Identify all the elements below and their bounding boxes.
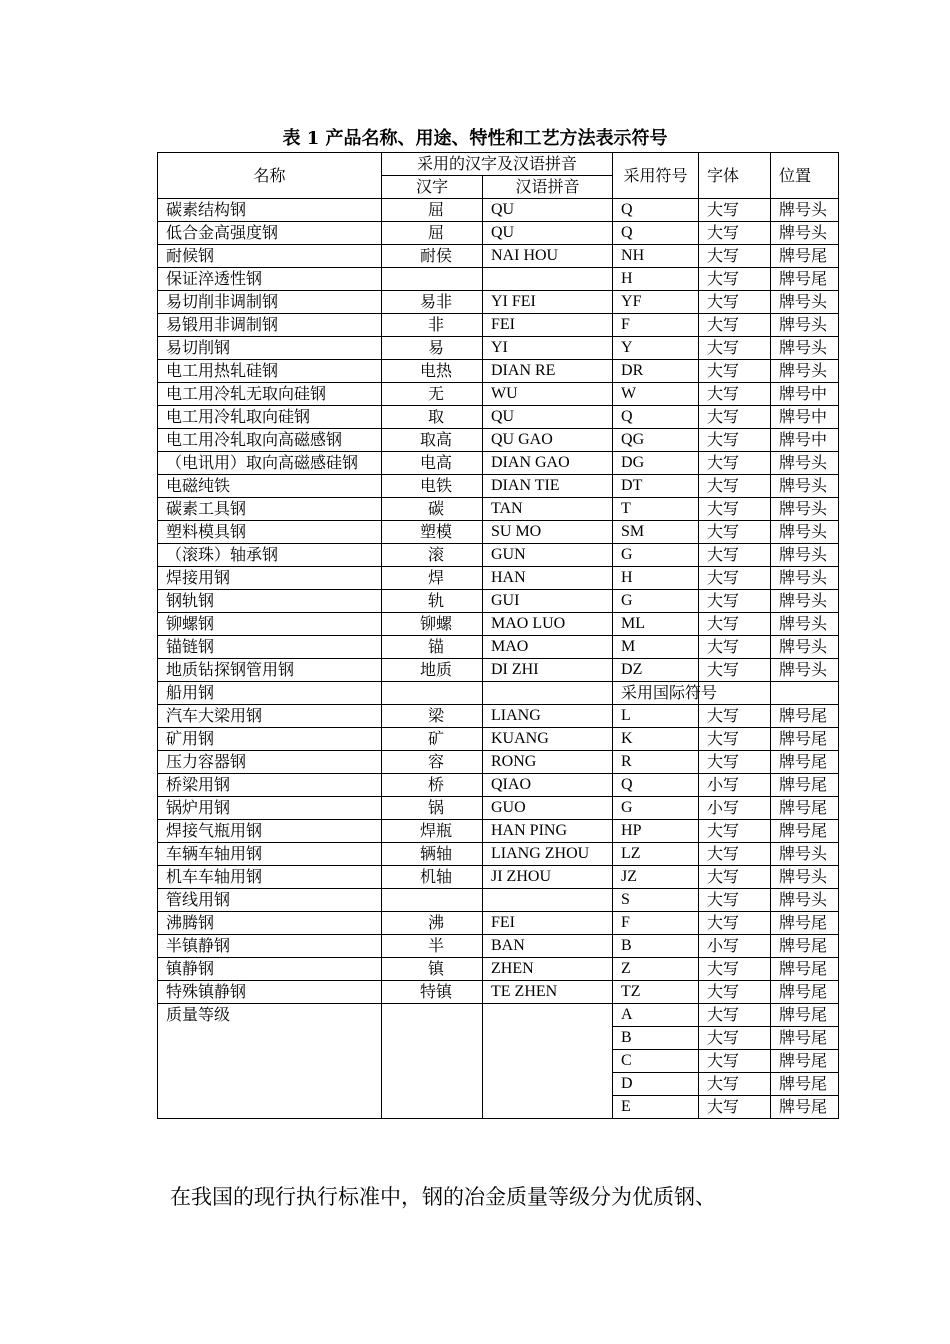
cell-name: 保证淬透性钢 [158, 268, 382, 291]
cell-hanzi [382, 889, 483, 912]
cell-font: 大写 [699, 728, 771, 751]
cell-symbol: ML [613, 613, 699, 636]
table-row [158, 498, 839, 521]
cell-hanzi: 特镇 [382, 981, 483, 1004]
cell-symbol: G [613, 544, 699, 567]
cell-position: 牌号尾 [771, 912, 839, 935]
cell-symbol: G [613, 797, 699, 820]
cell-position: 牌号尾 [771, 797, 839, 820]
header-hanzi-pinyin-group: 采用的汉字及汉语拼音 [382, 153, 613, 176]
cell-font: 大写 [699, 889, 771, 912]
table-row [158, 590, 839, 613]
cell-pinyin: NAI HOU [483, 245, 613, 268]
cell-font: 大写 [699, 659, 771, 682]
cell-symbol: G [613, 590, 699, 613]
cell-hanzi: 易非 [382, 291, 483, 314]
cell-position: 牌号中 [771, 383, 839, 406]
cell-symbol: S [613, 889, 699, 912]
table-row [158, 199, 839, 222]
cell-symbol: JZ [613, 866, 699, 889]
cell-font: 大写 [699, 1096, 771, 1119]
cell-hanzi: 滚 [382, 544, 483, 567]
cell-pinyin [483, 682, 613, 705]
cell-font: 大写 [699, 199, 771, 222]
cell-name: 耐候钢 [158, 245, 382, 268]
cell-pinyin: QIAO [483, 774, 613, 797]
cell-hanzi: 沸 [382, 912, 483, 935]
cell-name: 地质钻探钢管用钢 [158, 659, 382, 682]
cell-hanzi: 电铁 [382, 475, 483, 498]
cell-symbol: H [613, 567, 699, 590]
cell-pinyin: FEI [483, 314, 613, 337]
table-row [158, 406, 839, 429]
cell-hanzi: 桥 [382, 774, 483, 797]
cell-hanzi: 屈 [382, 199, 483, 222]
table-row [158, 222, 839, 245]
cell-pinyin [483, 889, 613, 912]
cell-name: （滚珠）轴承钢 [158, 544, 382, 567]
cell-hanzi: 梁 [382, 705, 483, 728]
table-row [158, 429, 839, 452]
cell-font: 大写 [699, 406, 771, 429]
cell-position: 牌号头 [771, 199, 839, 222]
cell-name: 电工用冷轧取向硅钢 [158, 406, 382, 429]
table-row [158, 452, 839, 475]
cell-symbol: F [613, 912, 699, 935]
cell-hanzi: 锚 [382, 636, 483, 659]
cell-name: 碳素工具钢 [158, 498, 382, 521]
cell-position: 牌号头 [771, 889, 839, 912]
cell-pinyin: FEI [483, 912, 613, 935]
cell-font: 小写 [699, 935, 771, 958]
cell-position: 牌号尾 [771, 268, 839, 291]
cell-font: 大写 [699, 383, 771, 406]
table-row [158, 866, 839, 889]
cell-position: 牌号头 [771, 590, 839, 613]
table-row [158, 889, 839, 912]
cell-position: 牌号中 [771, 406, 839, 429]
cell-position: 牌号头 [771, 360, 839, 383]
cell-symbol: NH [613, 245, 699, 268]
cell-pinyin: KUANG [483, 728, 613, 751]
cell-font: 大写 [699, 498, 771, 521]
cell-hanzi: 机轴 [382, 866, 483, 889]
cell-pinyin: TE ZHEN [483, 981, 613, 1004]
table-row [158, 774, 839, 797]
cell-symbol: E [613, 1096, 699, 1119]
cell-position: 牌号头 [771, 291, 839, 314]
cell-font: 大写 [699, 981, 771, 1004]
body-paragraph: 在我国的现行执行标准中，钢的冶金质量等级分为优质钢、 [170, 1185, 716, 1209]
cell-symbol: DZ [613, 659, 699, 682]
table-row [158, 383, 839, 406]
cell-font: 大写 [699, 544, 771, 567]
cell-symbol: H [613, 268, 699, 291]
cell-pinyin: JI ZHOU [483, 866, 613, 889]
cell-hanzi: 辆轴 [382, 843, 483, 866]
cell-font: 大写 [699, 314, 771, 337]
header-font: 字体 [699, 153, 771, 199]
cell-symbol: SM [613, 521, 699, 544]
cell-font: 大写 [699, 245, 771, 268]
table-row [158, 337, 839, 360]
cell-position: 牌号头 [771, 636, 839, 659]
cell-font: 大写 [699, 360, 771, 383]
cell-symbol: Q [613, 199, 699, 222]
cell-name: 机车车轴用钢 [158, 866, 382, 889]
cell-font: 大写 [699, 268, 771, 291]
cell-symbol: W [613, 383, 699, 406]
cell-hanzi: 锅 [382, 797, 483, 820]
cell-font: 大写 [699, 613, 771, 636]
cell-pinyin: DIAN TIE [483, 475, 613, 498]
cell-symbol: R [613, 751, 699, 774]
cell-pinyin: TAN [483, 498, 613, 521]
cell-font: 大写 [699, 590, 771, 613]
cell-hanzi: 取高 [382, 429, 483, 452]
cell-pinyin [483, 268, 613, 291]
cell-name: 压力容器钢 [158, 751, 382, 774]
cell-hanzi: 焊 [382, 567, 483, 590]
cell-pinyin: DIAN GAO [483, 452, 613, 475]
cell-font: 大写 [699, 1050, 771, 1073]
cell-symbol: LZ [613, 843, 699, 866]
cell-symbol: TZ [613, 981, 699, 1004]
header-pinyin: 汉语拼音 [483, 176, 613, 199]
cell-position [771, 682, 839, 705]
cell-position: 牌号尾 [771, 981, 839, 1004]
cell-pinyin: QU [483, 222, 613, 245]
cell-position: 牌号头 [771, 498, 839, 521]
cell-name: 塑料模具钢 [158, 521, 382, 544]
table-row [158, 475, 839, 498]
cell-hanzi: 无 [382, 383, 483, 406]
cell-font: 大写 [699, 452, 771, 475]
cell-pinyin: LIANG [483, 705, 613, 728]
cell-pinyin: MAO [483, 636, 613, 659]
cell-font: 大写 [699, 429, 771, 452]
cell-font: 小写 [699, 797, 771, 820]
cell-pinyin: QU [483, 199, 613, 222]
header-symbol: 采用符号 [613, 153, 699, 199]
table-caption: 表 1 产品名称、用途、特性和工艺方法表示符号 [282, 128, 668, 149]
cell-symbol: DR [613, 360, 699, 383]
cell-pinyin: GUN [483, 544, 613, 567]
table-row [158, 268, 839, 291]
header-name: 名称 [158, 153, 382, 199]
cell-hanzi: 屈 [382, 222, 483, 245]
cell-position: 牌号尾 [771, 1096, 839, 1119]
cell-hanzi: 取 [382, 406, 483, 429]
cell-font: 大写 [699, 222, 771, 245]
cell-position: 牌号尾 [771, 705, 839, 728]
cell-position: 牌号头 [771, 337, 839, 360]
cell-symbol: C [613, 1050, 699, 1073]
cell-name: 钢轨钢 [158, 590, 382, 613]
cell-name: 汽车大梁用钢 [158, 705, 382, 728]
cell-symbol: D [613, 1073, 699, 1096]
cell-hanzi: 镇 [382, 958, 483, 981]
cell-font: 大写 [699, 705, 771, 728]
table-row [158, 360, 839, 383]
cell-name: 沸腾钢 [158, 912, 382, 935]
cell-symbol: B [613, 935, 699, 958]
cell-name: 锅炉用钢 [158, 797, 382, 820]
cell-font: 小写 [699, 774, 771, 797]
cell-font: 大写 [699, 958, 771, 981]
cell-name: 特殊镇静钢 [158, 981, 382, 1004]
cell-position: 牌号尾 [771, 958, 839, 981]
cell-position: 牌号尾 [771, 774, 839, 797]
table-row [158, 751, 839, 774]
cell-symbol: F [613, 314, 699, 337]
cell-font: 大写 [699, 912, 771, 935]
cell-font: 大写 [699, 751, 771, 774]
cell-name: 电工用热轧硅钢 [158, 360, 382, 383]
cell-hanzi: 铆螺 [382, 613, 483, 636]
cell-font: 大写 [699, 636, 771, 659]
cell-pinyin: RONG [483, 751, 613, 774]
cell-name: 桥梁用钢 [158, 774, 382, 797]
header-hanzi: 汉字 [382, 176, 483, 199]
table-row [158, 613, 839, 636]
cell-position: 牌号尾 [771, 1050, 839, 1073]
cell-pinyin: HAN PING [483, 820, 613, 843]
cell-name: 船用钢 [158, 682, 382, 705]
cell-pinyin: GUO [483, 797, 613, 820]
cell-hanzi: 易 [382, 337, 483, 360]
cell-position: 牌号尾 [771, 1073, 839, 1096]
cell-hanzi: 碳 [382, 498, 483, 521]
cell-name: （电讯用）取向高磁感硅钢 [158, 452, 382, 475]
cell-position: 牌号头 [771, 843, 839, 866]
cell-name: 锚链钢 [158, 636, 382, 659]
cell-symbol: DT [613, 475, 699, 498]
cell-pinyin: BAN [483, 935, 613, 958]
cell-hanzi: 地质 [382, 659, 483, 682]
cell-name: 镇静钢 [158, 958, 382, 981]
table-row [158, 567, 839, 590]
cell-symbol: Q [613, 774, 699, 797]
cell-pinyin: ZHEN [483, 958, 613, 981]
cell-name: 质量等级 [158, 1004, 382, 1119]
cell-hanzi: 轨 [382, 590, 483, 613]
table-row [158, 659, 839, 682]
cell-name: 焊接用钢 [158, 567, 382, 590]
cell-pinyin: DIAN RE [483, 360, 613, 383]
table-row [158, 291, 839, 314]
cell-font: 大写 [699, 820, 771, 843]
cell-position: 牌号头 [771, 613, 839, 636]
table-row [158, 682, 839, 705]
cell-font: 大写 [699, 475, 771, 498]
cell-symbol: L [613, 705, 699, 728]
cell-pinyin: DI ZHI [483, 659, 613, 682]
cell-symbol: T [613, 498, 699, 521]
cell-name: 易切削钢 [158, 337, 382, 360]
table-row [158, 245, 839, 268]
cell-symbol: B [613, 1027, 699, 1050]
cell-pinyin: YI FEI [483, 291, 613, 314]
table-body [158, 199, 839, 1119]
cell-hanzi: 耐侯 [382, 245, 483, 268]
cell-name: 焊接气瓶用钢 [158, 820, 382, 843]
cell-hanzi [382, 1004, 483, 1119]
table-row [158, 314, 839, 337]
cell-symbol: YF [613, 291, 699, 314]
cell-hanzi: 电热 [382, 360, 483, 383]
cell-symbol: Y [613, 337, 699, 360]
cell-pinyin [483, 1004, 613, 1119]
cell-position: 牌号尾 [771, 1004, 839, 1027]
cell-symbol: A [613, 1004, 699, 1027]
cell-name: 半镇静钢 [158, 935, 382, 958]
table-row [158, 705, 839, 728]
table-row [158, 544, 839, 567]
cell-name: 易切削非调制钢 [158, 291, 382, 314]
cell-hanzi: 半 [382, 935, 483, 958]
cell-position: 牌号尾 [771, 245, 839, 268]
cell-position: 牌号尾 [771, 728, 839, 751]
cell-font: 大写 [699, 567, 771, 590]
cell-font: 大写 [699, 291, 771, 314]
table-row [158, 912, 839, 935]
cell-position: 牌号头 [771, 314, 839, 337]
cell-hanzi: 电高 [382, 452, 483, 475]
cell-position: 牌号头 [771, 521, 839, 544]
cell-font: 大写 [699, 1027, 771, 1050]
table-row [158, 843, 839, 866]
cell-position: 牌号尾 [771, 820, 839, 843]
cell-name: 铆螺钢 [158, 613, 382, 636]
cell-font: 大写 [699, 337, 771, 360]
cell-position: 牌号头 [771, 475, 839, 498]
table-row [158, 728, 839, 751]
cell-position: 牌号头 [771, 544, 839, 567]
cell-name: 碳素结构钢 [158, 199, 382, 222]
cell-pinyin: GUI [483, 590, 613, 613]
cell-font: 大写 [699, 866, 771, 889]
cell-hanzi: 塑模 [382, 521, 483, 544]
cell-name: 低合金高强度钢 [158, 222, 382, 245]
cell-hanzi [382, 268, 483, 291]
cell-symbol: M [613, 636, 699, 659]
cell-name: 易锻用非调制钢 [158, 314, 382, 337]
cell-hanzi: 容 [382, 751, 483, 774]
cell-name: 矿用钢 [158, 728, 382, 751]
cell-name: 管线用钢 [158, 889, 382, 912]
cell-hanzi: 焊瓶 [382, 820, 483, 843]
cell-pinyin: QU GAO [483, 429, 613, 452]
cell-position: 牌号中 [771, 429, 839, 452]
table-row [158, 981, 839, 1004]
table-row [158, 521, 839, 544]
cell-name: 电磁纯铁 [158, 475, 382, 498]
cell-font: 大写 [699, 1004, 771, 1027]
cell-symbol: DG [613, 452, 699, 475]
cell-name: 车辆车轴用钢 [158, 843, 382, 866]
cell-pinyin: WU [483, 383, 613, 406]
cell-symbol: Z [613, 958, 699, 981]
table-row [158, 797, 839, 820]
cell-position: 牌号头 [771, 659, 839, 682]
cell-pinyin: SU MO [483, 521, 613, 544]
symbol-table [157, 152, 839, 1119]
cell-pinyin: LIANG ZHOU [483, 843, 613, 866]
cell-symbol: HP [613, 820, 699, 843]
cell-hanzi: 矿 [382, 728, 483, 751]
cell-name: 电工用冷轧无取向硅钢 [158, 383, 382, 406]
cell-symbol: K [613, 728, 699, 751]
table-row [158, 935, 839, 958]
cell-position: 牌号尾 [771, 1027, 839, 1050]
cell-position: 牌号尾 [771, 751, 839, 774]
cell-position: 牌号头 [771, 222, 839, 245]
cell-font: 大写 [699, 843, 771, 866]
cell-font: 大写 [699, 1073, 771, 1096]
cell-pinyin: YI [483, 337, 613, 360]
cell-symbol: Q [613, 406, 699, 429]
cell-name: 电工用冷轧取向高磁感钢 [158, 429, 382, 452]
table-row [158, 636, 839, 659]
cell-font: 大写 [699, 521, 771, 544]
cell-symbol: QG [613, 429, 699, 452]
cell-position: 牌号头 [771, 452, 839, 475]
header-position: 位置 [771, 153, 839, 199]
cell-pinyin: MAO LUO [483, 613, 613, 636]
cell-position: 牌号头 [771, 866, 839, 889]
cell-hanzi: 非 [382, 314, 483, 337]
cell-position: 牌号头 [771, 567, 839, 590]
cell-pinyin: HAN [483, 567, 613, 590]
cell-symbol: 采用国际符号 [613, 682, 699, 705]
table-row [158, 820, 839, 843]
table-row [158, 958, 839, 981]
table-row [158, 1004, 839, 1027]
cell-hanzi [382, 682, 483, 705]
cell-pinyin: QU [483, 406, 613, 429]
cell-position: 牌号尾 [771, 935, 839, 958]
cell-symbol: Q [613, 222, 699, 245]
